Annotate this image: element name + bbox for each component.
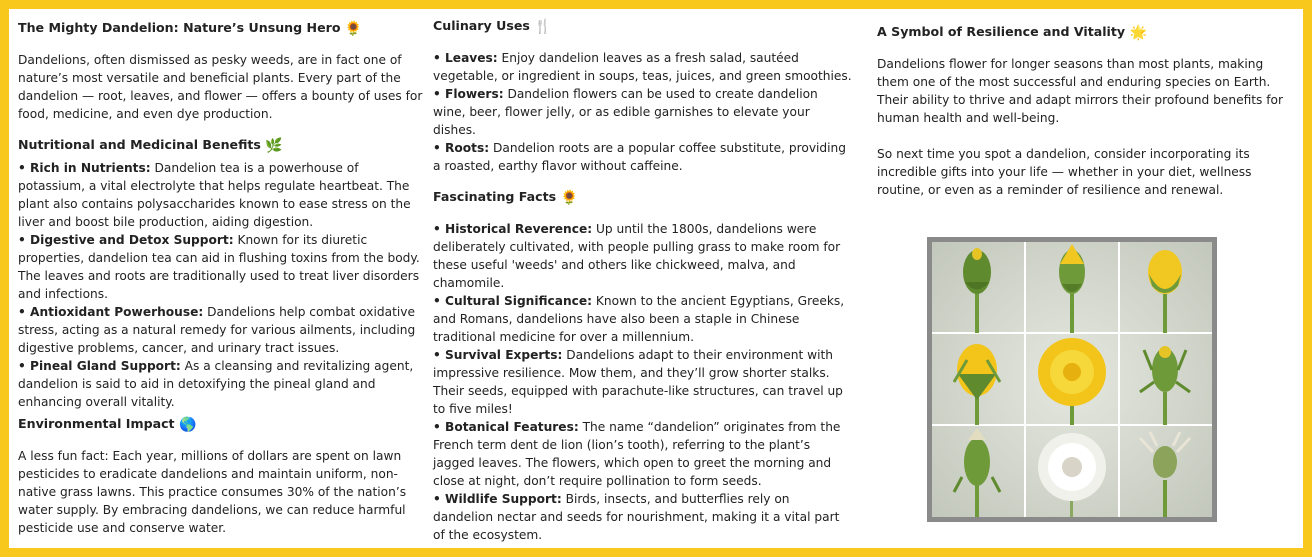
fork-knife-icon: 🍴	[534, 19, 552, 35]
globe-icon: 🌎	[178, 417, 197, 433]
facts-heading: Fascinating Facts 🌻	[433, 189, 578, 206]
list-item: • Historical Reverence: Up until the 1800s, dandelions were deliberately cultivated, with people pulling grass to make room for these useful 'weeds' and others like chickweed, malva, and chamomile.	[433, 222, 841, 290]
star-icon: 🌟	[1129, 25, 1147, 41]
list-item: • Rich in Nutrients: Dandelion tea is a powerhouse of potassium, a vital electrolyte that helps regulate heartbeat. The plant also contains polysaccharides known to ease stress on the liver and boost bile production, aiding digestion.	[18, 161, 411, 229]
list-item: • Digestive and Detox Support: Known for its diuretic properties, dandelion tea can aid in flushing toxins from the body. The leaves and roots are traditionally used to treat liver disorders and infections.	[18, 233, 420, 301]
culinary-heading: Culinary Uses 🍴	[433, 18, 552, 35]
nutrition-heading: Nutritional and Medicinal Benefits 🌿	[18, 137, 283, 154]
list-item: • Cultural Significance: Known to the ancient Egyptians, Greeks, and Romans, dandelions have also been a staple in Chinese traditional medicine for over a millennium.	[433, 294, 845, 344]
dandelion-stages-image	[927, 237, 1217, 522]
benefits-list	[18, 159, 428, 411]
list-item: • Survival Experts: Dandelions adapt to their environment with impressive resilience. Mow them, and they’ll grow shorter stalks. Their seeds, equipped with parachute-like structures, can travel up to five miles!	[433, 348, 843, 416]
resilience-heading: A Symbol of Resilience and Vitality 🌟	[877, 24, 1147, 41]
sunflower-icon: 🌻	[344, 21, 363, 37]
main-title: The Mighty Dandelion: Nature’s Unsung Hero 🌻	[18, 20, 363, 37]
list-item: • Pineal Gland Support: As a cleansing and revitalizing agent, dandelion is said to aid in detoxifying the pineal gland and enhancing overall vitality.	[18, 359, 414, 409]
herb-icon: 🌿	[265, 138, 283, 154]
list-item: • Antioxidant Powerhouse: Dandelions help combat oxidative stress, acting as a natural remedy for various ailments, including digestive problems, cancer, and urinary tract issues.	[18, 305, 416, 355]
list-item: • Botanical Features: The name “dandelion” originates from the French term dent de lion (lion’s tooth), referring to the plant’s jagged leaves. The flowers, which open to greet the morning and close at night, don’t require pollination to form seeds.	[433, 420, 841, 488]
left-column	[18, 15, 428, 537]
resilience-paragraph: Dandelions flower for longer seasons than most plants, making them one of the most successful and enduring species on Earth. Their ability to thrive and adapt mirrors their profound benefits for human health and well-being.	[877, 57, 1284, 125]
intro-paragraph: Dandelions, often dismissed as pesky weeds, are in fact one of nature’s most versatile and beneficial plants. Every part of the dandelion — root, leaves, and flower — offers a bounty of uses for food, medicine, and even dye production.	[18, 53, 423, 121]
environment-paragraph: A less fun fact: Each year, millions of dollars are spent on lawn pesticides to eradicate dandelions and maintain uniform, non-native grass lawns. This practice consumes 30% of the nation’s water supply. By embracing dandelions, we can reduce harmful pesticide use and conserve water.	[18, 449, 407, 535]
culinary-list	[433, 49, 853, 175]
environment-heading: Environmental Impact 🌎	[18, 416, 197, 433]
list-item: • Roots: Dandelion roots are a popular coffee substitute, providing a roasted, earthy flavor without caffeine.	[433, 141, 847, 173]
sunflower-icon: 🌻	[560, 190, 578, 206]
closing-paragraph: So next time you spot a dandelion, consider incorporating its incredible gifts into your life — whether in your diet, wellness routine, or even as a reminder of resilience and renewal.	[877, 147, 1252, 197]
list-item: • Wildlife Support: Birds, insects, and butterflies rely on dandelion nectar and seeds for nourishment, making it a vital part of the ecosystem.	[433, 492, 840, 542]
middle-column	[433, 13, 853, 544]
list-item: • Leaves: Enjoy dandelion leaves as a fresh salad, sautéed vegetable, or ingredient in soups, teas, juices, and green smoothies.	[433, 51, 852, 83]
facts-list	[433, 220, 853, 544]
dandelion-grid-illustration	[932, 242, 1212, 517]
list-item: • Flowers: Dandelion flowers can be used to create dandelion wine, beer, flower jelly, or as edible garnishes to elevate your dishes.	[433, 87, 818, 137]
right-column	[877, 19, 1287, 199]
